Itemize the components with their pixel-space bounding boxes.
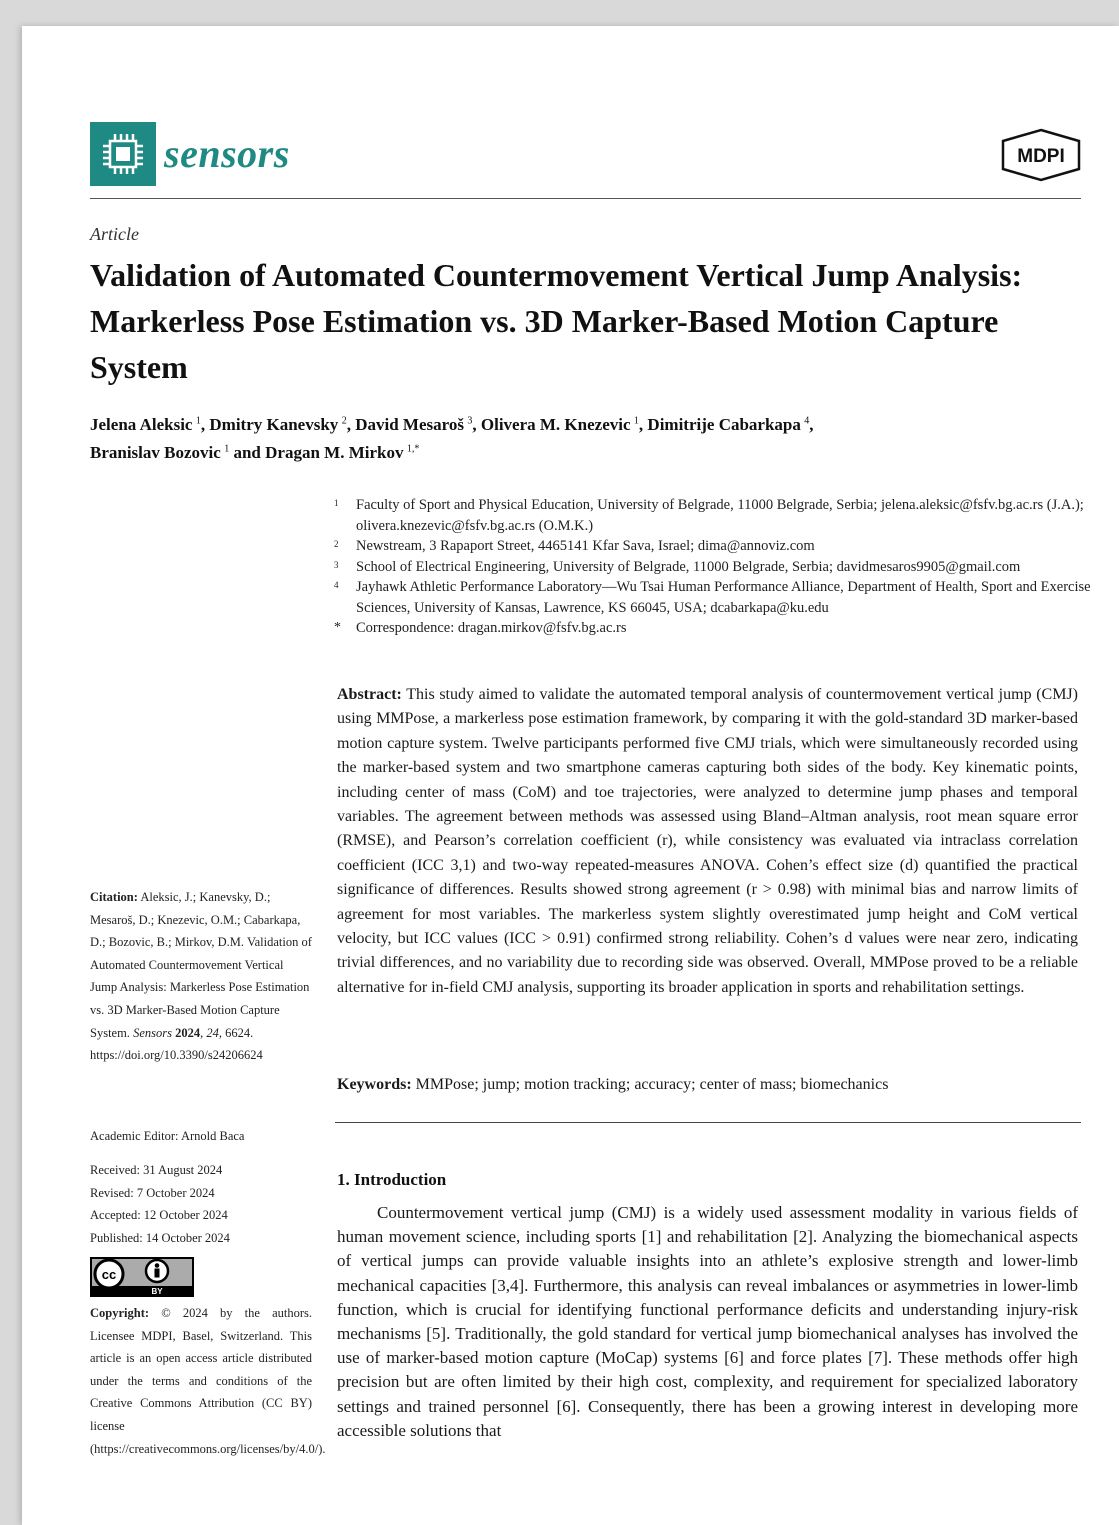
- publication-dates: [90, 1159, 312, 1249]
- article-title: Validation of Automated Countermovement Vertical Jump Analysis: Markerless Pose Estimation vs. 3D Marker-Based Motion Capture System: [90, 257, 1023, 385]
- keywords: [337, 1073, 1078, 1097]
- svg-text:cc: cc: [101, 1267, 117, 1282]
- author-5: Dimitrije Cabarkapa $^4$,: [647, 414, 814, 434]
- author-6: Branislav Bozovic $^1$ and: [90, 443, 266, 463]
- affiliation-item: [334, 495, 1094, 536]
- author-list: [90, 408, 1070, 465]
- affiliation-item: [334, 577, 1094, 618]
- affiliation-item: [334, 536, 1094, 557]
- affiliation-text: Jayhawk Athletic Performance Laboratory—Wu Tsai Human Performance Alliance, Department of Health, Sport and Exercise Sciences, University of Kansas, Lawrence, KS 66045, USA; dcabarkapa@ku.edu: [356, 579, 1091, 616]
- author-3: David Mesaroš $^3$,: [355, 414, 481, 434]
- copyright-notice: [90, 1302, 326, 1460]
- date-received: Received: 31 August 2024: [90, 1163, 223, 1177]
- academic-editor: Academic Editor: Arnold Baca: [90, 1129, 245, 1143]
- correspondence: [334, 618, 1094, 639]
- abstract-divider: [335, 1122, 1081, 1123]
- affiliation-marker: 2: [334, 539, 339, 549]
- date-revised: Revised: 7 October 2024: [90, 1185, 215, 1200]
- introduction-text: Countermovement vertical jump (CMJ) is a widely used assessment modality in various fields of human movement science, including sports [1] and rehabilitation [2]. Analyzing the biomechanical aspects of vertical jumps can provide valuable insights into an athlete’s explosive strength and lower-limb mechanical capacities [3,4]. Furthermore, this analysis can reveal imbalances or asymmetries in lower-limb function, which is crucial for identifying functional performance deficits and understanding injury-risk mechanisms [5]. Traditionally, the gold standard for vertical jump biomechanical analyses has involved the use of marker-based motion capture (MoCap) systems [6] and force plates [7]. These methods offer high precision but are often limited by their high cost, complexity, and requirement for specialized laboratory settings and trained personnel [6]. Consequently, there has been a growing interest in developing more accessible solutions that: [337, 1203, 1078, 1440]
- affiliation-text: Newstream, 3 Rapaport Street, 4465141 Kfar Sava, Israel; dima@annoviz.com: [356, 538, 815, 554]
- copyright-label: Copyright:: [90, 1306, 150, 1320]
- date-accepted: Accepted: 12 October 2024: [90, 1208, 228, 1223]
- publisher-logo-text: MDPI: [1017, 146, 1065, 167]
- affiliations: [334, 495, 1094, 639]
- author-4: Olivera M. Knezevic $^1$,: [480, 414, 648, 434]
- journal-logo: [90, 122, 156, 186]
- citation-volume: 24: [206, 1025, 219, 1040]
- author-7: Dragan M. Mirkov $^{1,*}$: [265, 443, 420, 463]
- chip-icon: [90, 122, 156, 186]
- page-sheet: [22, 26, 1119, 1525]
- article-type: Article: [90, 224, 139, 244]
- journal-name: sensors: [164, 131, 290, 176]
- affiliation-marker: 3: [334, 559, 339, 570]
- date-published: Published: 14 October 2024: [90, 1230, 230, 1245]
- keywords-text: MMPose; jump; motion tracking; accuracy; center of mass; biomechanics: [415, 1076, 889, 1093]
- affiliation-marker: 4: [334, 580, 339, 590]
- citation-text: Aleksic, J.; Kanevsky, D.; Mesaroš, D.; Knezevic, O.M.; Cabarkapa, D.; Bozovic, B.; Mirkov, D.M. Validation of Automated Countermovement Vertical Jump Analysis: Markerless Pose Estimation vs. 3D Marker-Based Motion Capture System.: [90, 890, 312, 1040]
- affiliation-text: School of Electrical Engineering, University of Belgrade, 11000 Belgrade, Serbia; davidmesaros9905@gmail.com: [356, 558, 1021, 575]
- header-divider: [90, 198, 1081, 199]
- mdpi-logo: [998, 127, 1084, 188]
- abstract-label: Abstract:: [337, 686, 402, 703]
- copyright-text: © 2024 by the authors. Licensee MDPI, Basel, Switzerland. This article is an open access article distributed under the terms and conditions of the Creative Commons Attribution (CC BY) license (https://creativecommons.org/licenses/by/4.0/).: [90, 1306, 326, 1456]
- cc-by-badge[interactable]: [90, 1257, 194, 1302]
- abstract-text: This study aimed to validate the automated temporal analysis of countermovement vertical jump (CMJ) using MMPose, a markerless pose estimation framework, by comparing it with the gold-standard 3D marker-based motion capture system. Twelve participants performed five CMJ trials, which were simultaneously recorded using the marker-based system and two smartphone cameras capturing both sides of the body. Key kinematic points, including center of mass (CoM) and toe trajectories, were analyzed to determine jump phases and temporal variables. The agreement between methods was assessed using Bland–Altman analysis, root mean square error (RMSE), and Pearson’s correlation coefficient (r), while consistency was evaluated via intraclass correlation coefficient (ICC 3,1) and two-way repeated-measures ANOVA. Cohen’s effect size (d) quantified the practical significance of differences. Results showed strong agreement (r > 0.98) with minimal bias and narrow limits of agreement for most variables. The markerless system slightly overestimated jump height and CoM vertical velocity, but ICC values (ICC > 0.91) confirmed strong reliability. Cohen’s d values were near zero, indicating trivial differences, and no variability due to recording side was observed. Overall, MMPose proved to be a reliable alternative for in-field CMJ analysis, supporting its broader application in sports and rehabilitation settings.: [337, 686, 1078, 996]
- author-2: Dmitry Kanevsky $^2$,: [209, 414, 356, 434]
- affiliation-item: [334, 557, 1094, 578]
- license-label: BY: [151, 1287, 163, 1296]
- affiliation-text: Faculty of Sport and Physical Education, University of Belgrade, 11000 Belgrade, Serbia; jelena.aleksic@fsfv.bg.ac.rs (J.A.); olivera.knezevic@fsfv.bg.ac.rs (O.M.K.): [356, 497, 1084, 534]
- citation-label: Citation:: [90, 890, 138, 904]
- cc-icon: [95, 1260, 123, 1288]
- citation-doi[interactable]: , 6624. https://doi.org/10.3390/s24206624: [90, 1025, 263, 1063]
- person-icon: [146, 1260, 168, 1282]
- citation-year: 2024: [175, 1025, 201, 1040]
- keywords-label: Keywords:: [337, 1076, 412, 1093]
- author-1: Jelena Aleksic $^1$,: [90, 414, 210, 434]
- affiliation-marker: *: [334, 620, 341, 635]
- abstract: [337, 683, 1078, 1000]
- citation: Citation: Aleksic, J.; Kanevsky, D.; Mesaroš, D.; Knezevic, O.M.; Cabarkapa, D.; Bozovic, B.; Mirkov, D.M. Validation of Automated Countermovement Vertical Jump Analysis: Markerless Pose Estimation vs. 3D Marker-Based Motion Capture System. Sensors 2024, 24, 6624. https://doi.org/10.3390/s24206624: [90, 890, 312, 1063]
- correspondence-text: Correspondence: dragan.mirkov@fsfv.bg.ac.rs: [356, 620, 627, 636]
- affiliation-marker: 1: [334, 498, 339, 508]
- citation-journal: Sensors: [133, 1025, 172, 1040]
- section-heading: 1. Introduction: [337, 1170, 447, 1189]
